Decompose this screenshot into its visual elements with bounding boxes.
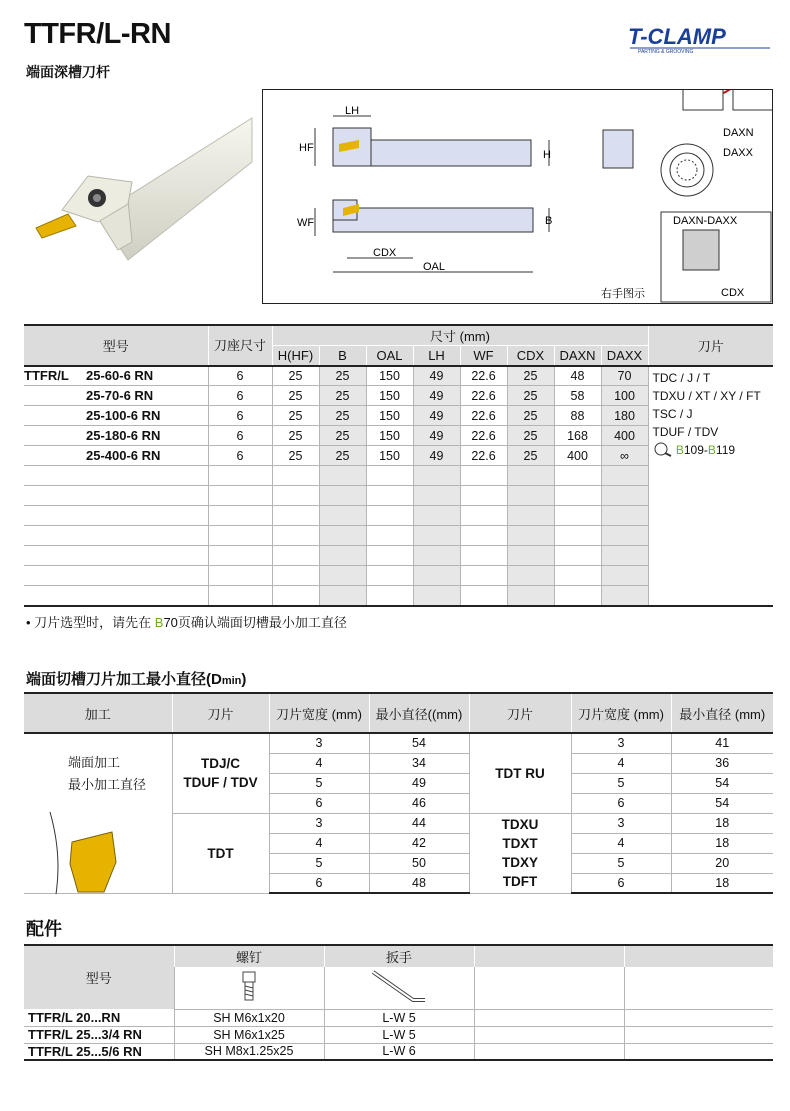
series-cell — [24, 386, 86, 406]
dim-cell — [413, 466, 460, 486]
dim-cell: 49 — [413, 446, 460, 466]
spec-table — [24, 324, 773, 607]
parts-header-wrench: 扳手 — [324, 945, 474, 967]
dim-cell — [366, 546, 413, 566]
seat-cell — [208, 526, 272, 546]
insert-item: TDXU / XT / XY / FT — [652, 388, 761, 403]
dim-cell — [554, 586, 601, 606]
dim-cell — [366, 566, 413, 586]
dim-cell: 150 — [366, 446, 413, 466]
seat-cell — [208, 546, 272, 566]
logo-text: T-CLAMP — [628, 24, 726, 49]
dim-cell — [319, 566, 366, 586]
parts-header-screw: 螺钉 — [174, 945, 324, 967]
dmin-insert-right: TDT RU — [469, 733, 571, 813]
dmin-cell: 41 — [671, 733, 773, 753]
dim-cell: 58 — [554, 386, 601, 406]
dim-cell — [272, 546, 319, 566]
dim-cell: 150 — [366, 426, 413, 446]
header-dim-7: DAXX — [601, 346, 648, 366]
dim-cell — [507, 586, 554, 606]
insert-list — [648, 366, 773, 606]
dmin-cell: 54 — [671, 793, 773, 813]
series-cell: TTFR/L — [24, 366, 86, 386]
dim-cell — [460, 586, 507, 606]
series-cell — [24, 486, 86, 506]
dim-cell — [366, 506, 413, 526]
dim-cell — [507, 506, 554, 526]
dmin-header-4: 刀片 — [469, 693, 571, 733]
label-cdx: CDX — [373, 247, 397, 259]
label-h: H — [543, 149, 551, 161]
dim-cell: 25 — [319, 386, 366, 406]
header-dim-3: LH — [413, 346, 460, 366]
seat-cell — [208, 486, 272, 506]
dim-cell: 48 — [554, 366, 601, 386]
dim-cell: 25 — [319, 426, 366, 446]
label-b: B — [545, 215, 553, 227]
dim-cell: 25 — [319, 446, 366, 466]
series-cell — [24, 406, 86, 426]
width-cell: 6 — [269, 793, 369, 813]
dim-cell: 88 — [554, 406, 601, 426]
dim-cell — [601, 486, 648, 506]
dim-cell: 22.6 — [460, 426, 507, 446]
dim-cell: 25 — [272, 406, 319, 426]
dim-cell — [319, 546, 366, 566]
logo-subtext: PARTING & GROOVING — [638, 49, 694, 54]
dim-cell: ∞ — [601, 446, 648, 466]
dim-cell: 150 — [366, 406, 413, 426]
header-dim-4: WF — [460, 346, 507, 366]
series-cell — [24, 446, 86, 466]
dim-cell — [319, 466, 366, 486]
dim-cell — [272, 466, 319, 486]
width-cell: 5 — [269, 773, 369, 793]
insert-item: TDC / J / T — [652, 370, 711, 385]
dim-cell — [554, 566, 601, 586]
dim-cell — [413, 506, 460, 526]
dim-cell — [366, 586, 413, 606]
dim-cell — [507, 546, 554, 566]
width-cell: 4 — [269, 833, 369, 853]
process-illustration — [24, 733, 172, 893]
page-ref[interactable]: B109-B119 — [653, 441, 774, 459]
table-row — [24, 1043, 773, 1060]
dmin-table — [24, 692, 773, 894]
dim-cell: 49 — [413, 426, 460, 446]
label-lh: LH — [345, 105, 360, 117]
dim-cell: 49 — [413, 366, 460, 386]
dim-cell — [601, 466, 648, 486]
dim-cell — [554, 526, 601, 546]
dim-cell — [413, 526, 460, 546]
dim-cell: 25 — [272, 386, 319, 406]
table-row — [24, 733, 773, 753]
dmin-header-0: 加工 — [24, 693, 172, 733]
dim-cell — [507, 486, 554, 506]
reference-book-icon — [653, 441, 673, 457]
dmin-cell: 18 — [671, 813, 773, 833]
dim-cell: 25 — [507, 426, 554, 446]
dmin-cell: 54 — [369, 733, 469, 753]
header-insert: 刀片 — [648, 325, 773, 366]
seat-cell — [208, 506, 272, 526]
width-cell: 4 — [269, 753, 369, 773]
dim-cell — [413, 586, 460, 606]
seat-cell: 6 — [208, 386, 272, 406]
dim-cell — [507, 526, 554, 546]
dmin-header-1: 刀片 — [172, 693, 269, 733]
page-subtitle: 端面深槽刀杆 — [26, 64, 110, 80]
series-cell — [24, 586, 86, 606]
model-cell — [86, 506, 208, 526]
dim-cell — [601, 526, 648, 546]
model-cell — [86, 546, 208, 566]
dmin-cell: 18 — [671, 833, 773, 853]
model-cell: 25-100-6 RN — [86, 406, 208, 426]
model-cell: 25-60-6 RN — [86, 366, 208, 386]
dmin-cell: 48 — [369, 873, 469, 893]
parts-model-cell: TTFR/L 25...5/6 RN — [24, 1043, 174, 1060]
dim-cell: 180 — [601, 406, 648, 426]
dim-cell: 22.6 — [460, 366, 507, 386]
dim-cell — [460, 526, 507, 546]
process-label: 端面加工 — [68, 755, 121, 770]
series-cell — [24, 526, 86, 546]
dim-cell: 25 — [272, 426, 319, 446]
seat-cell — [208, 566, 272, 586]
header-dims: 尺寸 (mm) — [272, 325, 648, 346]
dim-cell — [413, 486, 460, 506]
table-row — [24, 1009, 773, 1026]
width-cell: 3 — [269, 813, 369, 833]
dim-cell — [554, 466, 601, 486]
model-cell — [86, 466, 208, 486]
header-dim-0: H(HF) — [272, 346, 319, 366]
dim-cell: 100 — [601, 386, 648, 406]
dim-cell: 22.6 — [460, 386, 507, 406]
dim-cell — [601, 586, 648, 606]
dim-cell: 400 — [601, 426, 648, 446]
table-row — [24, 1026, 773, 1043]
dmin-insert-left: TDT — [172, 813, 269, 893]
seat-cell: 6 — [208, 366, 272, 386]
label-cdx-detail: CDX — [721, 287, 745, 299]
dim-cell — [601, 506, 648, 526]
wrench-cell: L-W 6 — [324, 1043, 474, 1060]
dmin-cell: 49 — [369, 773, 469, 793]
dmin-cell: 34 — [369, 753, 469, 773]
screw-cell: SH M6x1x25 — [174, 1026, 324, 1043]
wrench-icon — [324, 967, 474, 1009]
width-cell: 6 — [571, 793, 671, 813]
dim-cell — [460, 546, 507, 566]
dim-cell: 150 — [366, 366, 413, 386]
right-hand-caption: 右手图示 — [601, 288, 645, 300]
series-cell — [24, 466, 86, 486]
model-cell: 25-400-6 RN — [86, 446, 208, 466]
dim-cell: 25 — [272, 446, 319, 466]
width-cell: 5 — [269, 853, 369, 873]
model-cell — [86, 486, 208, 506]
dim-cell: 22.6 — [460, 406, 507, 426]
page-title: TTFR/L-RN — [24, 18, 171, 50]
width-cell: 5 — [571, 773, 671, 793]
dim-cell — [507, 466, 554, 486]
dim-cell: 25 — [507, 366, 554, 386]
header-seat: 刀座尺寸 — [208, 325, 272, 366]
dim-cell — [554, 506, 601, 526]
dim-cell: 25 — [319, 406, 366, 426]
width-cell: 3 — [571, 733, 671, 753]
dim-cell — [413, 566, 460, 586]
parts-table — [24, 944, 773, 1061]
label-hf: HF — [299, 142, 314, 154]
dim-cell — [554, 486, 601, 506]
dim-cell — [554, 546, 601, 566]
model-cell — [86, 586, 208, 606]
dim-cell — [366, 466, 413, 486]
dmin-insert-left: TDJ/C TDUF / TDV — [172, 733, 269, 813]
dim-cell: 400 — [554, 446, 601, 466]
width-cell: 5 — [571, 853, 671, 873]
dim-cell: 25 — [507, 446, 554, 466]
dim-cell — [272, 566, 319, 586]
width-cell: 3 — [571, 813, 671, 833]
dim-cell — [507, 566, 554, 586]
wrench-cell: L-W 5 — [324, 1026, 474, 1043]
dmin-cell: 42 — [369, 833, 469, 853]
dim-cell — [272, 486, 319, 506]
dim-cell — [460, 486, 507, 506]
dim-cell — [272, 506, 319, 526]
header-dim-2: OAL — [366, 346, 413, 366]
dim-cell: 168 — [554, 426, 601, 446]
dim-cell: 49 — [413, 386, 460, 406]
table-row — [24, 366, 773, 386]
series-cell — [24, 426, 86, 446]
dim-cell — [460, 506, 507, 526]
header-dim-6: DAXN — [554, 346, 601, 366]
dim-cell — [413, 546, 460, 566]
width-cell: 6 — [571, 873, 671, 893]
dimension-diagram — [262, 89, 773, 304]
dmin-header-5: 刀片宽度 (mm) — [571, 693, 671, 733]
model-cell: 25-180-6 RN — [86, 426, 208, 446]
seat-cell — [208, 466, 272, 486]
seat-cell: 6 — [208, 446, 272, 466]
dim-cell — [366, 486, 413, 506]
dim-cell: 150 — [366, 386, 413, 406]
dim-cell: 25 — [272, 366, 319, 386]
dim-cell — [319, 526, 366, 546]
parts-model-cell: TTFR/L 25...3/4 RN — [24, 1026, 174, 1043]
parts-heading: 配件 — [26, 919, 62, 939]
width-cell: 4 — [571, 833, 671, 853]
screw-icon — [174, 967, 324, 1009]
dim-cell — [319, 486, 366, 506]
dim-cell — [272, 526, 319, 546]
dim-cell: 25 — [507, 406, 554, 426]
header-dim-1: B — [319, 346, 366, 366]
header-model: 型号 — [24, 325, 208, 366]
dim-cell — [601, 546, 648, 566]
parts-model-cell: TTFR/L 20...RN — [24, 1009, 174, 1026]
width-cell: 3 — [269, 733, 369, 753]
model-cell — [86, 526, 208, 546]
dmin-cell: 46 — [369, 793, 469, 813]
tool-holder-illustration — [28, 110, 260, 285]
seat-cell: 6 — [208, 406, 272, 426]
seat-cell: 6 — [208, 426, 272, 446]
face-groove-icon — [42, 804, 152, 896]
dim-cell: 25 — [319, 366, 366, 386]
dmin-header-2: 刀片宽度 (mm) — [269, 693, 369, 733]
dmin-cell: 54 — [671, 773, 773, 793]
width-cell: 6 — [269, 873, 369, 893]
dmin-header-3: 最小直径((mm) — [369, 693, 469, 733]
dim-cell — [319, 586, 366, 606]
t-clamp-logo — [626, 22, 774, 54]
dim-cell — [272, 586, 319, 606]
screw-cell: SH M6x1x20 — [174, 1009, 324, 1026]
dim-cell: 22.6 — [460, 446, 507, 466]
label-daxx: DAXX — [723, 147, 753, 159]
dmin-cell: 20 — [671, 853, 773, 873]
screw-cell: SH M8x1.25x25 — [174, 1043, 324, 1060]
label-oal: OAL — [423, 261, 446, 273]
dim-cell: 25 — [507, 386, 554, 406]
model-cell: 25-70-6 RN — [86, 386, 208, 406]
header-dim-5: CDX — [507, 346, 554, 366]
process-sublabel: 最小加工直径 — [68, 777, 147, 792]
dmin-heading: 端面切槽刀片加工最小直径(Dmin) — [26, 671, 247, 688]
series-cell — [24, 566, 86, 586]
width-cell: 4 — [571, 753, 671, 773]
series-cell — [24, 506, 86, 526]
dmin-cell: 18 — [671, 873, 773, 893]
dim-cell — [366, 526, 413, 546]
insert-item: TDUF / TDV — [652, 424, 719, 439]
label-daxn-daxx: DAXN-DAXX — [673, 215, 738, 227]
dmin-cell: 50 — [369, 853, 469, 873]
dmin-insert-right: TDXU TDXT TDXY TDFT — [469, 813, 571, 893]
dim-cell: 49 — [413, 406, 460, 426]
insert-note: • 刀片选型时，请先在 B70页确认端面切槽最小加工直径 — [26, 615, 347, 630]
dim-cell — [319, 506, 366, 526]
dmin-header-6: 最小直径 (mm) — [671, 693, 773, 733]
dim-cell — [460, 566, 507, 586]
dim-cell — [460, 466, 507, 486]
parts-header-model: 型号 — [24, 945, 174, 1009]
dmin-cell: 36 — [671, 753, 773, 773]
label-daxn: DAXN — [723, 127, 754, 139]
insert-item: TSC / J — [652, 406, 693, 421]
seat-cell — [208, 586, 272, 606]
series-cell — [24, 546, 86, 566]
dmin-cell: 44 — [369, 813, 469, 833]
label-wf: WF — [297, 217, 315, 229]
dim-cell: 70 — [601, 366, 648, 386]
wrench-cell: L-W 5 — [324, 1009, 474, 1026]
model-cell — [86, 566, 208, 586]
dim-cell — [601, 566, 648, 586]
